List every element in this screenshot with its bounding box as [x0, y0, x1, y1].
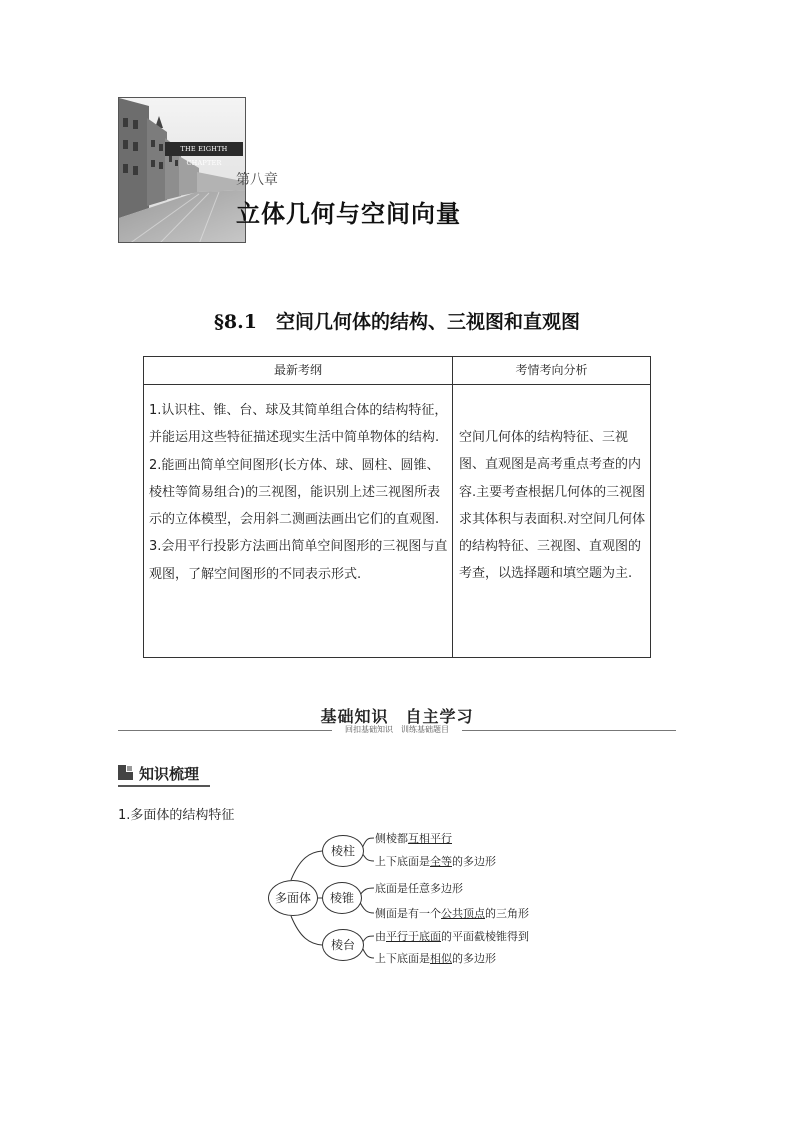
leaf-key: 互相平行 [408, 832, 452, 845]
table-header-outline: 最新考纲 [273, 363, 322, 377]
section-banner-subtitle: 回扣基础知识 训练基础题目 [345, 725, 449, 734]
outline-item: 2.能画出简单空间图形(长方体、球、圆柱、圆锥、棱柱等简易组合)的三视图，能识别上述三视图所表示的立体模型，会用斜二测画法画出它们的直观图. [149, 457, 441, 528]
leaf-key: 公共顶点 [441, 907, 485, 920]
mindmap-leaf [375, 905, 529, 921]
table-header-analysis: 考情考向分析 [515, 363, 588, 377]
mindmap-node-label: 棱柱 [330, 844, 355, 858]
mindmap-node-frustum [322, 929, 364, 961]
leaf-text: 由 [375, 930, 386, 943]
leaf-key: 全等 [430, 855, 452, 868]
leaf-text: 侧棱都 [375, 832, 408, 845]
mindmap-leaf [375, 928, 529, 944]
leaf-text: 的三角形 [485, 907, 529, 920]
analysis-text: 空间几何体的结构特征、三视图、直观图是高考重点考查的内容.主要考查根据几何体的三视图求其体积与表面积.对空间几何体的结构特征、三视图、直观图的考查，以选择题和填空题为主. [459, 430, 646, 582]
leaf-text: 的多边形 [452, 855, 496, 868]
leaf-text: 底面是任意多边形 [375, 882, 463, 895]
sub-heading: 1.多面体的结构特征 [118, 808, 235, 823]
chapter-english-label: THE EIGHTH CHAPTER [165, 142, 243, 156]
section-banner-title: 基础知识 自主学习 [320, 707, 474, 726]
leaf-text: 上下底面是 [375, 855, 430, 868]
leaf-text: 的平面截棱锥得到 [441, 930, 529, 943]
mindmap-leaf [375, 853, 496, 869]
leaf-text: 的多边形 [452, 952, 496, 965]
mindmap-node-pyramid [322, 882, 362, 914]
section-title: §8.1 空间几何体的结构、三视图和直观图 [214, 311, 580, 333]
mindmap-node-prism [322, 835, 364, 867]
knowledge-header: 知识梳理 [139, 765, 200, 783]
chapter-title: 立体几何与空间向量 [236, 200, 461, 228]
mindmap-leaf [375, 950, 496, 966]
leaf-key: 相似 [430, 952, 452, 965]
mindmap-leaf [375, 830, 452, 846]
mindmap-node-label: 棱台 [330, 938, 355, 952]
mindmap-leaf [375, 880, 463, 896]
outline-item: 3.会用平行投影方法画出简单空间图形的三视图与直观图，了解空间图形的不同表示形式. [149, 539, 448, 582]
mindmap-node-label: 棱锥 [329, 891, 354, 905]
leaf-text: 侧面是有一个 [375, 907, 441, 920]
chapter-number: 第八章 [236, 172, 278, 188]
outline-item: 1.认识柱、锥、台、球及其简单组合体的结构特征，并能运用这些特征描述现实生活中简单物体的结构. [149, 403, 448, 446]
leaf-key: 平行于底面 [386, 930, 441, 943]
leaf-text: 上下底面是 [375, 952, 430, 965]
mindmap-root-polyhedron [268, 880, 318, 916]
mindmap-root-label: 多面体 [274, 891, 311, 905]
